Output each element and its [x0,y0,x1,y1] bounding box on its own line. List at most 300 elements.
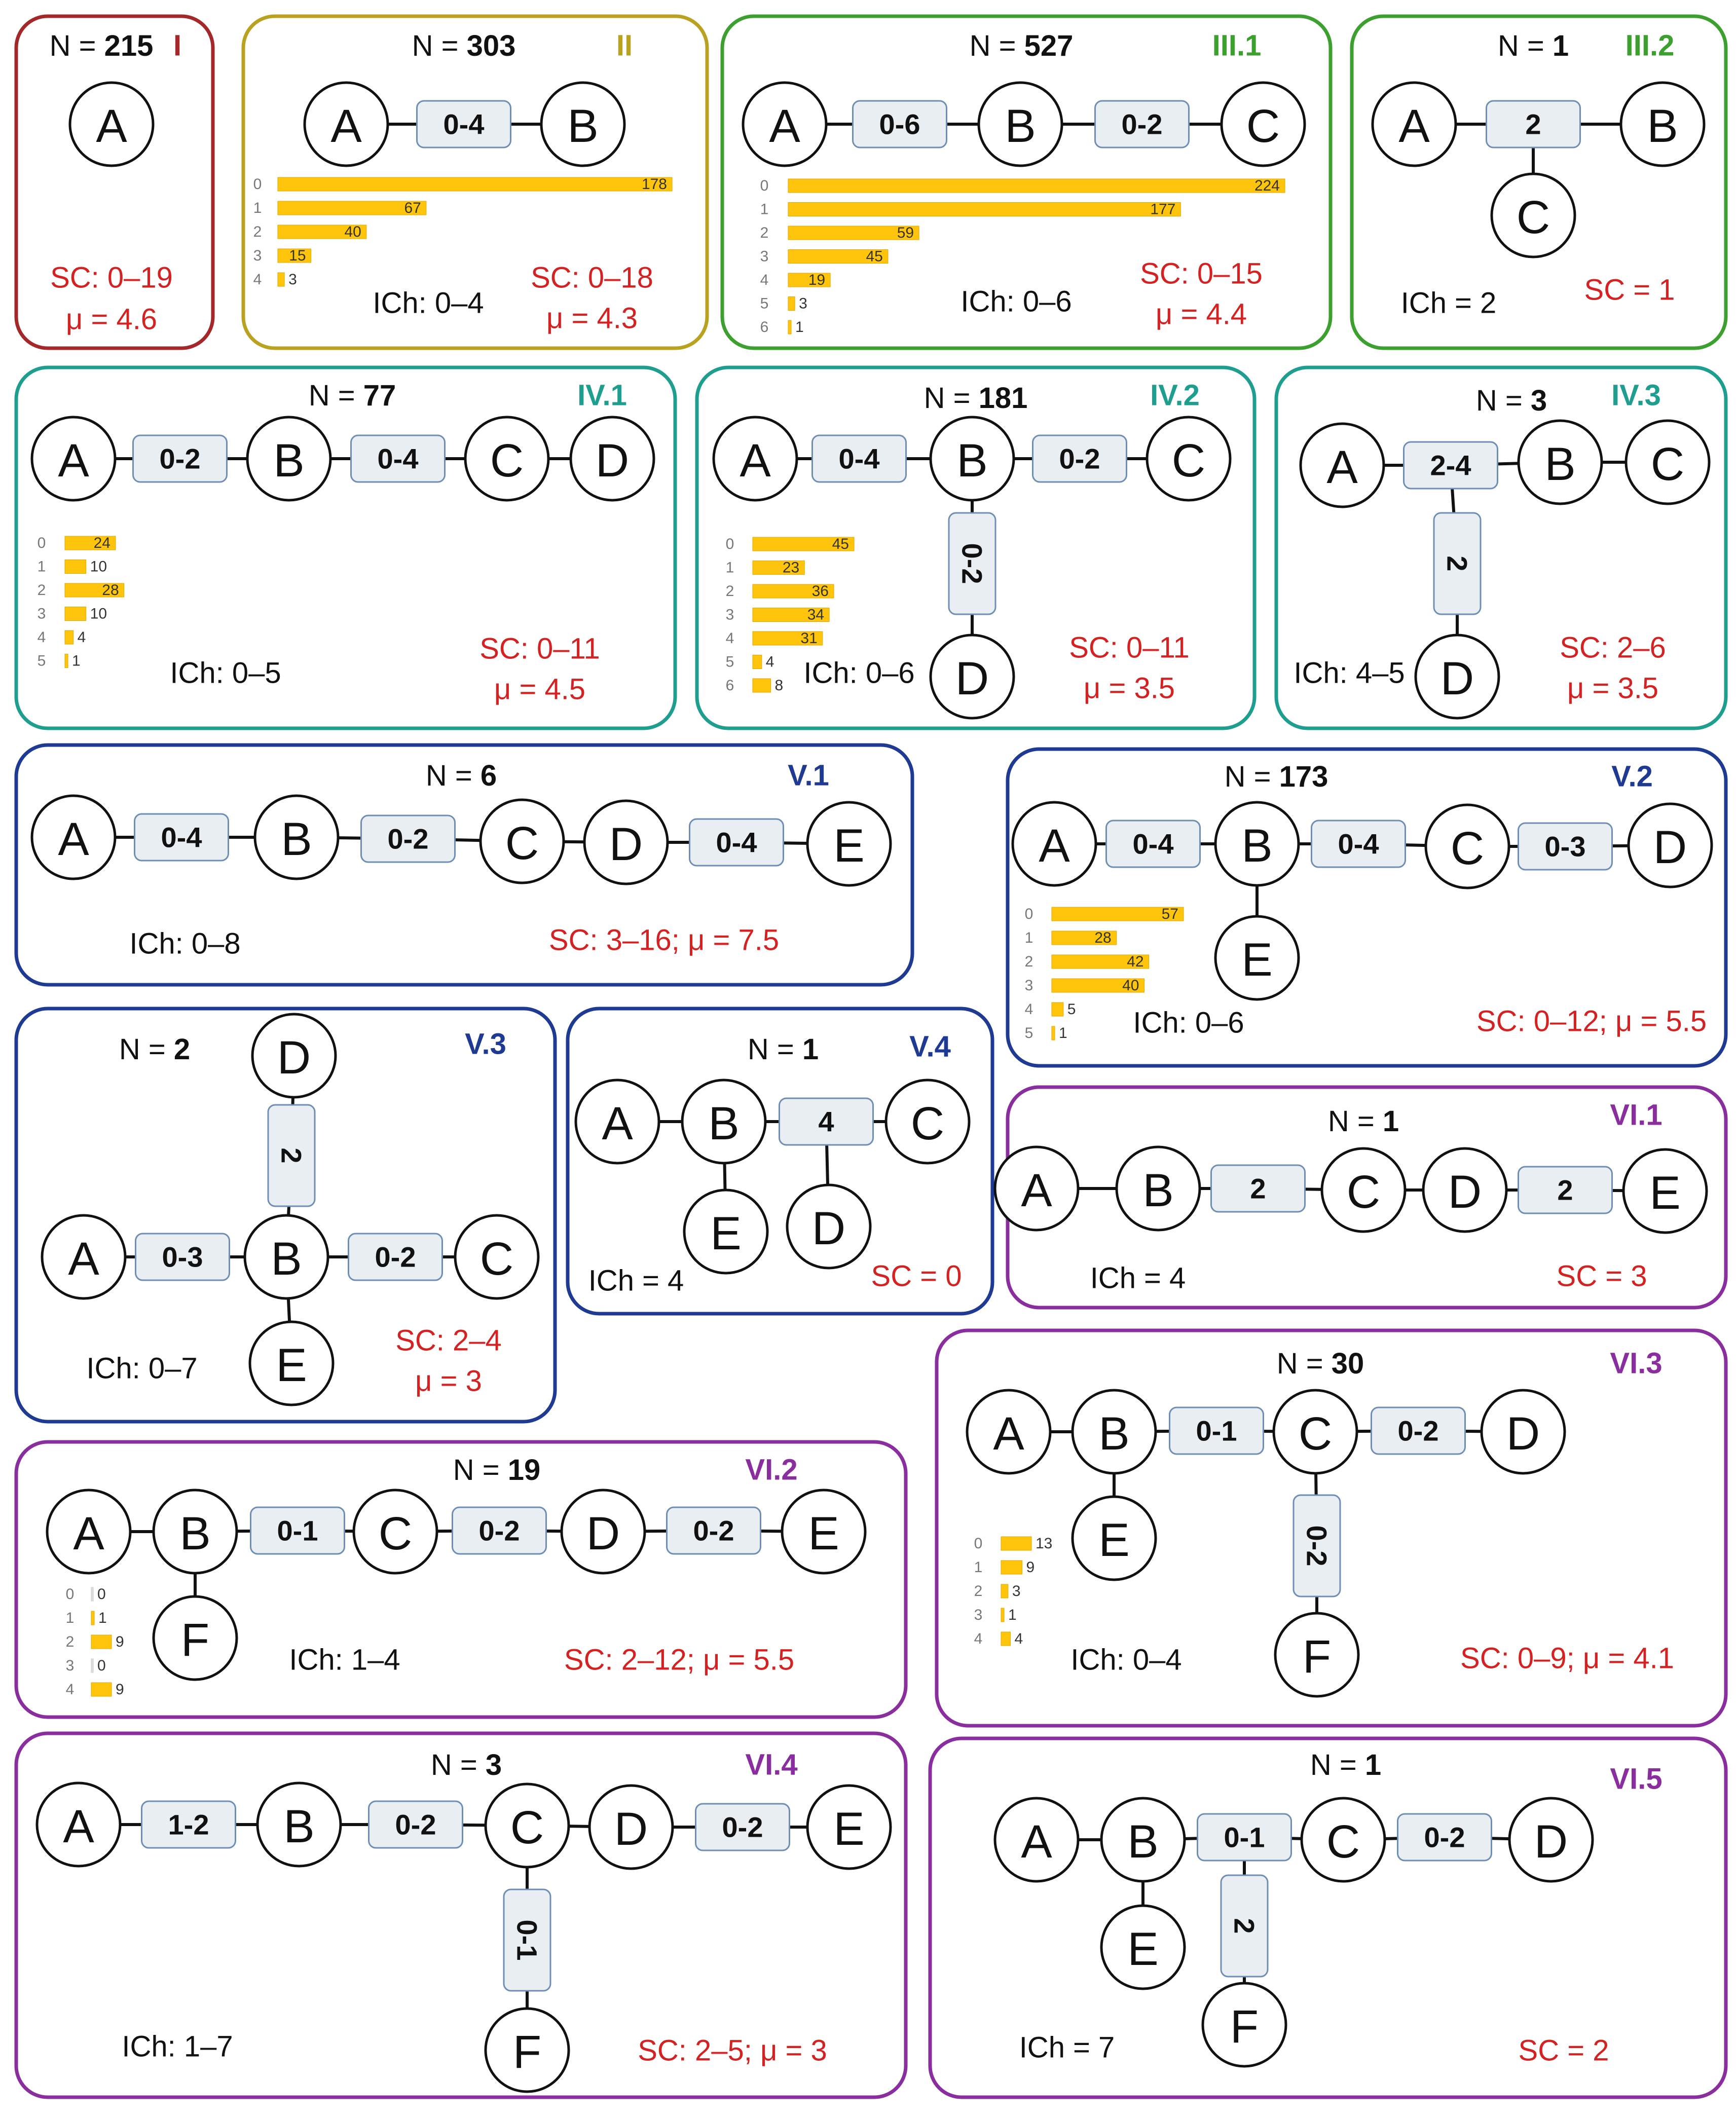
hist-bar [1001,1632,1010,1646]
sample-count-value: 215 [104,29,154,62]
sc-range: SC: 0–12; μ = 5.5 [1476,1005,1707,1038]
hist-value-label: 8 [774,677,784,694]
sc-mean: μ = 4.4 [1155,298,1247,331]
sample-count-label: N = [747,1032,802,1066]
topology-label: II [616,29,633,62]
node-label: D [1448,1166,1482,1218]
hist-value-label: 177 [1150,201,1176,218]
sample-count-value: 527 [1024,29,1074,62]
sample-count-value: 1 [1364,1748,1382,1781]
node-label: E [1649,1167,1681,1219]
sample-count [50,29,154,62]
sample-count-label: N = [49,29,104,62]
node-label: A [73,1508,104,1559]
hist-category-label: 4 [37,629,46,646]
topology-label: III.2 [1625,29,1675,62]
hist-category-label: 2 [37,582,46,599]
sample-count-value: 3 [485,1748,502,1781]
node-label: C [910,1098,945,1149]
node-label: E [1098,1514,1130,1566]
node-label: E [833,820,865,872]
hist-value-label: 59 [897,225,914,241]
hist-category-label: 0 [253,176,262,193]
sample-count-value: 1 [802,1032,819,1066]
link-range-label: 4 [818,1105,834,1138]
hist-value-label: 31 [800,630,818,647]
ich-range: ICh = 4 [1090,1261,1186,1295]
hist-value-label: 3 [288,271,297,288]
hist-value-label: 42 [1127,953,1144,970]
sc-range: SC: 0–15 [1140,257,1263,290]
link-range-label: 0-2 [693,1514,734,1547]
hist-value-label: 24 [93,535,110,551]
sc-range: SC: 2–4 [395,1324,502,1357]
ich-range: ICh = 7 [1019,2031,1115,2064]
sample-count [1277,1347,1364,1380]
hist-category-label: 2 [65,1633,75,1650]
link-range-label: 0-1 [277,1514,318,1547]
sample-count-label: N = [308,379,363,412]
link-range-label: 2 [275,1147,308,1164]
hist-category-label: 3 [1024,977,1033,994]
hist-bar [65,607,86,621]
node-label: D [811,1203,846,1254]
topology-label: IV.2 [1150,379,1200,412]
sample-count-value: 2 [173,1032,191,1066]
sample-count [426,759,497,792]
node-label: E [833,1803,865,1855]
link-range-label: 0-2 [159,442,201,475]
link-range-label: 0-2 [375,1241,416,1273]
node-label: D [609,819,643,870]
node-label: A [1021,1816,1052,1868]
hist-bar [91,1683,112,1696]
hist-value-label: 19 [808,272,826,288]
hist-bar [1001,1537,1031,1550]
sample-count [924,382,1028,415]
sample-count-value: 77 [363,379,396,412]
sample-count-label: N = [924,381,979,415]
node-label: C [1326,1816,1360,1868]
hist-category-label: 0 [1024,906,1033,922]
sample-count-label: N = [1276,1347,1332,1380]
link-range-label: 0-1 [1224,1821,1265,1853]
link-range-label: 0-2 [1397,1415,1439,1447]
hist-category-label: 4 [1024,1001,1033,1018]
hist-category-label: 1 [253,200,262,216]
node-label: A [1326,441,1358,493]
ich-range: ICh: 4–5 [1294,656,1405,690]
sample-count-label: N = [969,29,1024,62]
sample-count-label: N = [430,1748,486,1781]
node-label: C [1346,1166,1381,1218]
sc-range: SC = 3 [1556,1259,1647,1293]
hist-category-label: 1 [37,558,46,575]
hist-value-label: 36 [811,583,829,600]
link-range-label: 0-1 [511,1919,543,1961]
panel-IV-2 [697,367,1254,728]
sample-count-value: 303 [466,29,516,62]
node-label: E [808,1508,839,1559]
sample-count-label: N = [1497,29,1553,62]
node-label: A [602,1098,633,1149]
hist-category-label: 4 [974,1630,983,1647]
sc-mean: μ = 4.5 [494,673,586,706]
hist-value-label: 40 [1122,977,1139,994]
link-range-label: 2 [1557,1174,1573,1206]
node-label: B [1241,820,1273,872]
link-range-label: 0-4 [1132,828,1174,860]
node-label: B [567,100,599,152]
ich-range: ICh = 4 [588,1264,684,1297]
sc-range: SC: 0–9; μ = 4.1 [1460,1642,1674,1675]
node-label: B [1544,438,1576,490]
hist-category-label: 5 [760,295,769,312]
hist-category-label: 5 [1024,1025,1033,1042]
hist-bar [91,1611,94,1625]
sc-range: SC: 2–6 [1560,631,1666,664]
hist-category-label: 1 [65,1610,75,1626]
node-label: A [58,435,89,487]
hist-value-label: 1 [1059,1025,1067,1042]
hist-value-label: 28 [1094,930,1112,946]
hist-value-label: 10 [90,605,107,622]
hist-value-label: 0 [97,1657,106,1674]
hist-category-label: 3 [725,606,734,623]
topology-label: V.4 [909,1030,951,1063]
topology-label: VI.5 [1610,1762,1663,1796]
hist-bar [753,679,771,692]
ich-range: ICh: 0–4 [373,286,484,320]
sc-range: SC = 2 [1518,2034,1609,2067]
hist-category-label: 3 [760,248,769,265]
hist-value-label: 9 [116,1681,124,1698]
hist-value-label: 57 [1161,906,1178,922]
hist-bar [65,654,68,668]
panel-VI-3 [937,1330,1726,1726]
node-label: D [586,1508,620,1559]
sc-mean: μ = 3.5 [1083,672,1175,705]
hist-category-label: 0 [37,535,46,551]
sample-count-value: 6 [480,759,497,792]
link-range-label: 0-4 [443,108,485,140]
sample-count [309,379,396,412]
node-label: E [1241,934,1273,986]
panel-I [16,16,213,348]
sample-count-label: N = [1327,1104,1383,1138]
node-label: F [512,2026,542,2078]
link-range-label: 2 [1250,1172,1266,1205]
hist-bar [753,655,762,669]
link-range-label: 0-2 [1121,108,1163,140]
link-range-label: 2 [1525,108,1541,140]
node-label: B [179,1508,211,1559]
hist-bar [278,273,284,286]
sc-mean: μ = 4.3 [546,302,638,335]
node-label: A [1021,1165,1052,1216]
hist-value-label: 3 [1012,1583,1021,1600]
panel-II [243,16,707,348]
link-range-label: 0-4 [1338,828,1379,860]
node-label: B [1005,100,1036,152]
sample-count [431,1749,502,1781]
ich-range: ICh: 0–4 [1070,1643,1182,1677]
hist-value-label: 224 [1254,177,1280,194]
panel-VI-5 [930,1738,1726,2097]
link-range-label: 0-4 [161,821,202,853]
topology-label: I [173,29,182,62]
node-label: C [1298,1408,1333,1460]
node-label: C [490,435,524,487]
panel-VI-1 [995,1087,1726,1308]
node-label: E [710,1208,742,1259]
sample-count-label: N = [1310,1748,1365,1781]
hist-bar [91,1635,112,1649]
hist-value-label: 13 [1036,1535,1053,1552]
link-range-label: 0-2 [1059,442,1100,475]
panel-IV-1 [16,367,675,728]
ich-range: ICh: 0–7 [86,1352,198,1385]
node-label: B [1098,1408,1130,1460]
panel-III-2 [1352,16,1726,348]
sc-range: SC: 2–12; μ = 5.5 [564,1643,795,1677]
ich-range: ICh: 0–6 [961,285,1072,318]
sc-range: SC = 1 [1584,273,1675,307]
hist-bar [1052,1026,1055,1040]
hist-category-label: 0 [65,1586,75,1603]
link-range-label: 0-4 [716,826,757,859]
link-range-label: 0-2 [722,1811,763,1843]
hist-bar [788,320,791,334]
hist-value-label: 10 [90,558,107,575]
hist-category-label: 2 [760,225,769,241]
node-label: F [180,1614,210,1666]
hist-category-label: 0 [725,536,734,552]
hist-category-label: 1 [725,559,734,576]
hist-category-label: 3 [253,247,262,264]
sc-range: SC = 0 [871,1259,962,1293]
hist-category-label: 2 [1024,953,1033,970]
hist-category-label: 0 [760,177,769,194]
node-label: C [1246,100,1280,152]
hist-value-label: 1 [795,319,804,336]
sample-count-label: N = [453,1453,508,1487]
panel-V-2 [1008,749,1726,1066]
node-label: B [283,1801,315,1852]
hist-value-label: 4 [765,653,774,671]
node-label: A [68,1233,99,1285]
panel-VI-2 [16,1442,906,1717]
ich-range: ICh: 0–8 [129,927,241,960]
hist-value-label: 4 [1014,1630,1023,1647]
hist-value-label: 67 [404,200,421,216]
sample-count [1310,1749,1381,1781]
link-range-label: 0-3 [1544,830,1586,863]
hist-bar [65,630,73,644]
sc-range: SC: 0–18 [531,261,653,294]
sample-count [748,1033,819,1066]
link-range-label: 0-4 [838,442,880,475]
hist-value-label: 15 [289,247,306,264]
hist-value-label: 28 [102,582,119,599]
node-label: C [1516,192,1550,243]
hist-bar [1052,1002,1063,1016]
node-label: C [505,818,539,869]
hist-value-label: 3 [799,295,807,312]
topology-label: IV.3 [1611,379,1661,412]
node-label: C [1650,438,1685,490]
link-range-label: 0-2 [956,543,988,584]
hist-category-label: 4 [725,630,734,647]
node-label: F [1302,1631,1332,1683]
node-label: B [271,1233,302,1285]
panel-VI-4 [16,1733,906,2097]
sample-count [1225,760,1328,793]
sample-count-value: 19 [507,1453,541,1487]
link-range-label: 0-2 [478,1514,520,1547]
hist-value-label: 45 [866,248,883,265]
link-range-label: 0-2 [395,1808,436,1841]
sc-range: SC: 3–16; μ = 7.5 [548,923,780,957]
topology-label: VI.3 [1610,1347,1663,1380]
hist-bar [91,1659,93,1673]
sample-count-value: 181 [978,381,1028,415]
sample-count-label: N = [1475,384,1531,417]
hist-category-label: 3 [65,1657,75,1674]
sample-count [453,1454,541,1487]
hist-value-label: 9 [1026,1559,1035,1576]
hist-category-label: 2 [725,583,734,600]
panel-V-3 [16,1009,555,1422]
node-label: C [378,1508,413,1559]
hist-category-label: 6 [760,319,769,336]
node-label: B [1142,1165,1174,1216]
sample-count-value: 1 [1552,29,1569,62]
node-label: A [740,435,771,487]
node-label: A [993,1408,1024,1460]
node-label: A [63,1801,94,1852]
link-range-label: 2 [1441,555,1473,572]
hist-value-label: 0 [97,1586,106,1603]
sample-count-label: N = [412,29,467,62]
panel-III-1 [722,16,1331,348]
topology-label: VI.2 [745,1453,798,1487]
sample-count [1476,384,1547,417]
link-range-label: 2-4 [1430,449,1471,481]
topology-label: III.1 [1212,29,1262,62]
hist-category-label: 5 [37,652,46,670]
node-label: B [1647,100,1678,152]
sample-count-label: N = [119,1032,174,1066]
sample-count [970,29,1074,62]
topology-label: VI.1 [1610,1098,1663,1132]
panel-frame [16,16,213,348]
node-label: C [479,1233,514,1285]
node-label: D [277,1032,311,1084]
topology-label: IV.1 [577,379,627,412]
hist-bar [91,1587,93,1601]
hist-category-label: 1 [1024,930,1033,946]
node-label: C [1450,823,1485,874]
node-label: E [276,1340,307,1391]
node-label: B [281,813,312,865]
hist-category-label: 5 [725,653,734,671]
sc-range: SC: 0–11 [479,632,600,665]
node-label: D [1506,1408,1540,1460]
hist-bar [278,177,672,191]
ich-range: ICh: 0–6 [1133,1006,1244,1039]
node-label: D [614,1803,648,1855]
hist-value-label: 5 [1067,1001,1076,1018]
link-range-label: 0-1 [1196,1415,1237,1447]
topology-label: VI.4 [745,1748,798,1781]
node-label: D [1653,822,1687,873]
hist-value-label: 45 [832,536,849,552]
hist-category-label: 3 [37,605,46,622]
hist-bar [788,297,795,311]
hist-bar [1001,1608,1004,1622]
sample-count-label: N = [1224,760,1279,793]
node-label: A [1398,100,1430,152]
sc-mean: μ = 3 [415,1364,482,1398]
sc-range: SC: 0–11 [1069,631,1190,664]
link-range-label: 2 [1228,1918,1261,1934]
hist-value-label: 4 [77,629,86,646]
panel-IV-3 [1276,367,1726,728]
node-label: D [1534,1816,1568,1868]
sample-count [412,29,516,62]
sc-mean: μ = 3.5 [1567,672,1659,705]
hist-category-label: 2 [974,1583,983,1600]
node-label: F [1230,2001,1259,2053]
ich-range: ICh: 0–6 [803,656,915,690]
sample-count-value: 1 [1382,1104,1399,1138]
sample-count [119,1033,190,1066]
ich-range: ICh = 2 [1400,286,1497,320]
node-label: A [58,813,89,865]
link-range-label: 0-2 [1301,1525,1333,1567]
node-label: E [1127,1923,1159,1975]
hist-value-label: 1 [72,652,81,670]
node-label: A [330,100,362,152]
node-label: D [955,653,989,704]
hist-value-label: 23 [782,559,800,576]
link-range-label: 0-2 [1424,1821,1465,1853]
hist-category-label: 4 [65,1681,75,1698]
hist-bar [1001,1584,1008,1598]
hist-category-label: 3 [974,1607,983,1623]
ich-range: ICh: 1–4 [289,1643,400,1677]
sample-count-value: 173 [1279,760,1328,793]
hist-category-label: 1 [974,1559,983,1576]
topology-label: V.1 [788,759,829,792]
ich-range: ICh: 1–7 [122,2030,233,2063]
hist-category-label: 1 [760,201,769,218]
hist-value-label: 178 [641,176,667,193]
node-label: C [510,1802,544,1853]
link-range-label: 1-2 [168,1808,209,1841]
hist-value-label: 1 [98,1610,107,1626]
node-label: D [595,435,630,487]
hist-value-label: 40 [344,224,361,240]
sc-mean: μ = 4.6 [65,303,158,336]
sample-count-value: 3 [1530,384,1547,417]
hist-bar [788,203,1180,216]
hist-bar [788,179,1285,193]
panel-V-4 [568,1009,992,1314]
sc-range: SC: 2–5; μ = 3 [638,2034,827,2067]
link-range-label: 0-4 [377,442,419,475]
